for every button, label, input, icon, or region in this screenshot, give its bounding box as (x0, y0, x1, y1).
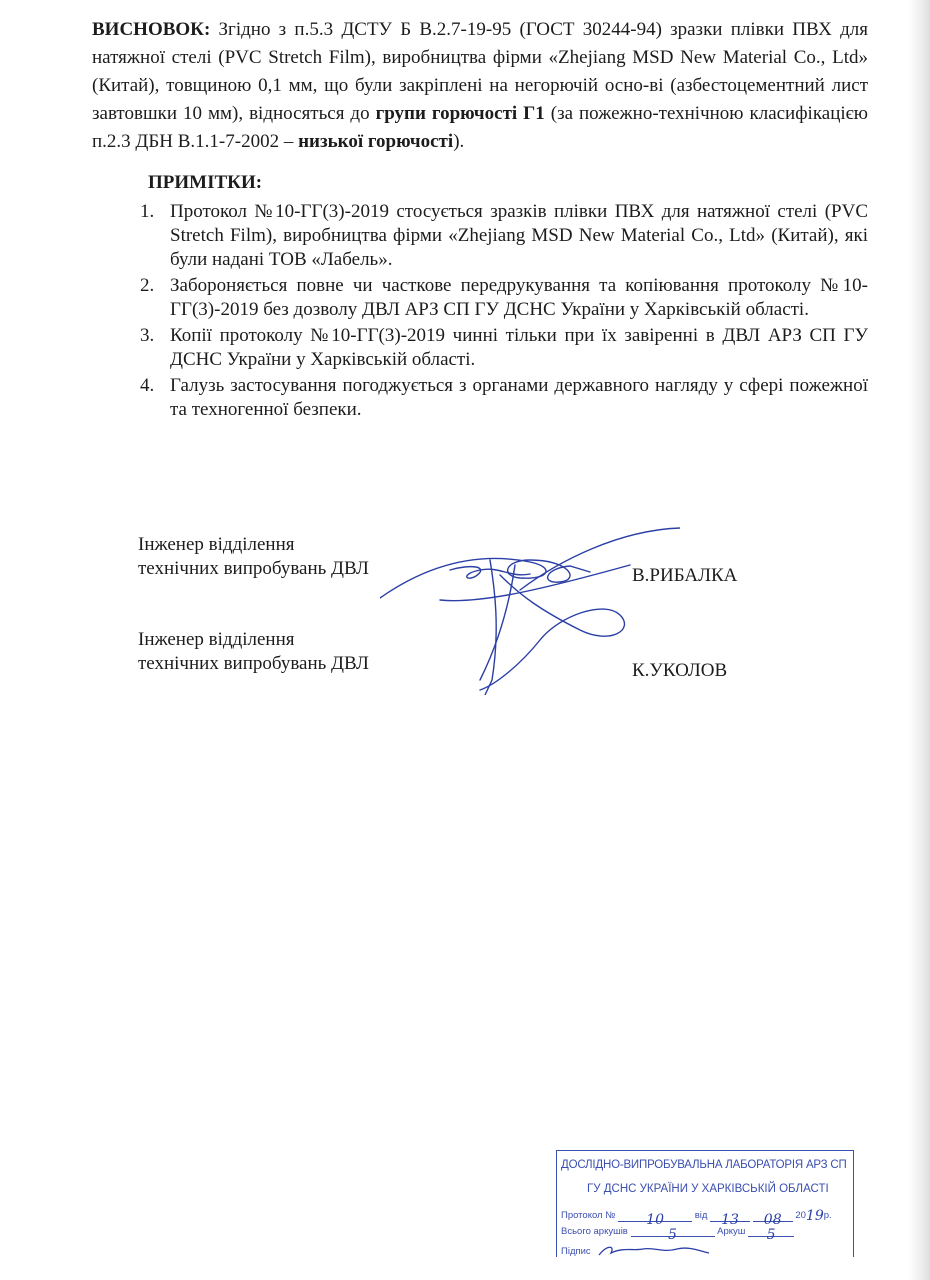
note-text: Забороняється повне чи часткове передрукування та копіювання протоколу №10-ГГ(3)-2019 без дозволу ДВЛ АРЗ СП ГУ ДСНС України у Харківській області. (170, 275, 868, 320)
laboratory-stamp (556, 1150, 854, 1257)
stamp-date-month: 08 (763, 1212, 782, 1228)
stamp-sign-label: Підпис (561, 1246, 591, 1257)
stamp-sheet-label: Аркуш (717, 1226, 746, 1237)
note-item (140, 274, 868, 322)
conclusion-text-2: (за пожежно-технічною класифікацією п.2.3 ДБН В.1.1-7-2002 – (92, 103, 868, 152)
stamp-sheets-total-value: 5 (668, 1227, 677, 1243)
stamp-sign-row (561, 1243, 713, 1257)
notes-title: ПРИМІТКИ: (148, 172, 263, 193)
stamp-year-value: 19 (805, 1208, 824, 1224)
scan-edge-shadow (908, 0, 930, 1280)
note-number: 4. (140, 375, 155, 396)
stamp-sheets-total-label: Всього аркушів (561, 1226, 628, 1237)
note-item (140, 324, 868, 372)
conclusion-bold-2: низької горючості (298, 131, 454, 152)
note-item (140, 374, 868, 422)
signatory-department: технічних випробувань ДВЛ (138, 653, 369, 674)
stamp-sheets-row (561, 1225, 794, 1243)
stamp-protocol-number: 10 (646, 1212, 664, 1228)
stamp-signature (593, 1243, 713, 1257)
signatory-title-1 (138, 533, 369, 581)
conclusion-text-3: ). (453, 131, 465, 152)
note-number: 3. (140, 325, 155, 346)
note-text: Протокол №10-ГГ(3)-2019 стосується зразків плівки ПВХ для натяжної стелі (PVC Stretch Film), виробництва фірми «Zhejiang MSD New Material Co., Ltd» (Китай), які були надані ТОВ «Лабель». (170, 201, 868, 270)
signatory-name-1: В.РИБАЛКА (632, 565, 738, 586)
stamp-protocol-label: Протокол № (561, 1210, 616, 1221)
stamp-date-label: від (694, 1210, 708, 1221)
note-text: Галузь застосування погоджується з органами державного нагляду у сфері пожежної та техногенної безпеки. (170, 375, 868, 420)
conclusion-text-1: Згідно з п.5.3 ДСТУ Б В.2.7-19-95 (ГОСТ 30244-94) зразки плівки ПВХ для натяжної стелі (PVC Stretch Film), виробництва фірми «Zhejiang MSD New Material Co., Ltd» (Китай), товщиною 0,1 мм, що були закріплені на негорючій осно-ві (азбестоцементний лист завтовшки 10 мм), відносяться до (92, 19, 868, 124)
note-item (140, 200, 868, 272)
stamp-date-day: 13 (721, 1212, 739, 1228)
stamp-organization: ДОСЛІДНО-ВИПРОБУВАЛЬНА ЛАБОРАТОРІЯ АРЗ СП (561, 1159, 847, 1171)
signatory-role: Інженер відділення (138, 629, 295, 650)
conclusion-label: ВИСНОВОК: (92, 19, 211, 40)
signatory-name-2: К.УКОЛОВ (632, 660, 728, 681)
note-number: 2. (140, 275, 155, 296)
stamp-protocol-row (561, 1206, 832, 1228)
notes-list (140, 200, 868, 424)
note-number: 1. (140, 201, 155, 222)
signatory-title-2 (138, 628, 369, 676)
handwritten-signature (380, 520, 680, 695)
stamp-year-suffix: р. (823, 1210, 832, 1221)
conclusion-paragraph (92, 16, 868, 156)
signatory-role: Інженер відділення (138, 534, 295, 555)
note-text: Копії протоколу №10-ГГ(3)-2019 чинні тільки при їх завіренні в ДВЛ АРЗ СП ГУ ДСНС України у Харківській області. (170, 325, 868, 370)
conclusion-bold-1: групи горючості Г1 (375, 103, 545, 124)
stamp-sheet-value: 5 (766, 1227, 776, 1243)
stamp-year-prefix: 20 (795, 1210, 806, 1221)
stamp-department: ГУ ДСНС УКРАЇНИ У ХАРКІВСЬКІЙ ОБЛАСТІ (587, 1183, 829, 1195)
signatory-department: технічних випробувань ДВЛ (138, 558, 369, 579)
